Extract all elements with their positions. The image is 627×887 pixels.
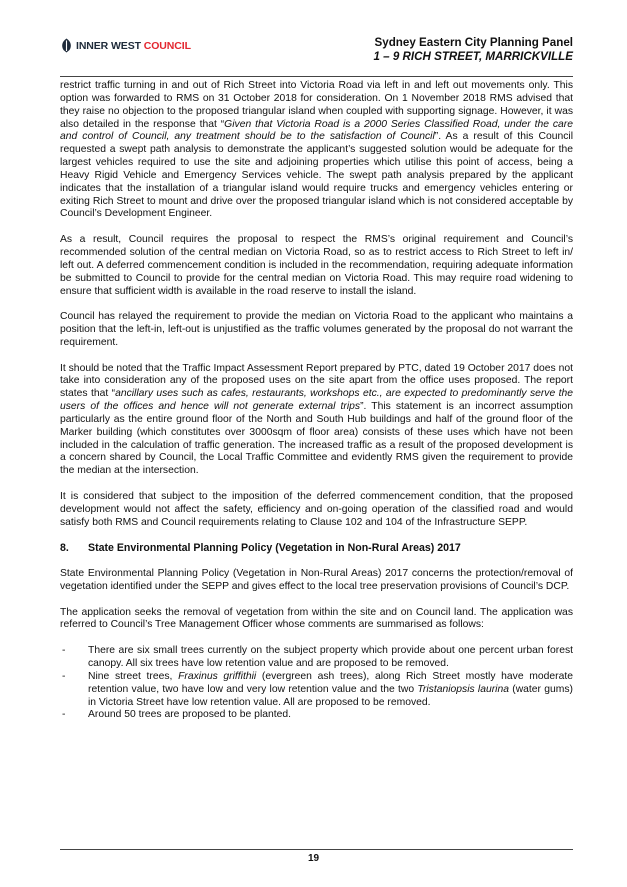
paragraph-tree-referral: The application seeks the removal of vegetation from within the site and on Council land. The application was referred to Council’s Tree Management Officer whose comments are summarised as follows: [60, 606, 573, 631]
bullet-dash: - [62, 709, 66, 721]
site-address: 1 – 9 RICH STREET, MARRICKVILLE [373, 50, 573, 63]
text-run: It should be noted that the Traffic Impact Assessment Report prepared by PTC, dated 19 October 2017 does not take into consideration any of the proposed uses on the site apart from the office uses proposed. The report states that “ [60, 362, 573, 400]
text-run: restrict traffic turning in and out of Rich Street into Victoria Road via left in and left out movements only. This option was forwarded to RMS on 31 October 2018 for consideration. On 1 November 2018 RMS advised that they raise no objection to the proposed triangular island when coupled with supporting signage. However, it was also detailed in the response that “ [60, 80, 573, 130]
page-header [60, 34, 573, 76]
logo-wordmark [76, 40, 191, 52]
panel-title: Sydney Eastern City Planning Panel [374, 36, 573, 49]
paragraph-conclusion: It is considered that subject to the imposition of the deferred commencement condition, that the proposed development would not affect the safety, efficiency and on-going operation of the classified road and would satisfy both RMS and Council requirements relating to Clause 102 and 104 of the Infrastructure SEPP. [60, 491, 573, 528]
footer-rule [60, 849, 573, 850]
logo-accent: COUNCIL [143, 39, 191, 52]
text-run: (water gums) in Victoria Street have low retention value. All are proposed to be removed. [88, 683, 573, 708]
species-name: Tristaniopsis laurina [417, 683, 509, 695]
list-item [60, 671, 573, 710]
rms-quote: Given that Victoria Road is a 2000 Series Classified Road, under the care and control of Council, any treatment should be to the satisfaction of Council [60, 118, 573, 143]
section-title: State Environmental Planning Policy (Vegetation in Non-Rural Areas) 2017 [88, 542, 461, 555]
text-run: Nine street trees, [88, 670, 179, 682]
list-item [60, 709, 573, 722]
report-quote: ancillary uses such as cafes, restaurants, workshops etc., are expected to predominantly serve the users of the offices and hence will not generate external trips [60, 388, 573, 413]
paragraph-sepp-intro: State Environmental Planning Policy (Vegetation in Non-Rural Areas) 2017 concerns the protection/removal of vegetation identified under the SEPP and gives effect to the local tree preservation provisions of Council’s DCP. [60, 568, 573, 592]
council-leaf-icon [60, 38, 73, 53]
logo-prefix: INNER WEST [76, 39, 141, 52]
section-number: 8. [60, 542, 69, 555]
text-run: ”. As a result of this Council requested a swept path analysis to demonstrate the applicant’s suggested solution would be adequate for the largest vehicles required to use the site and adjoining properties which utilise this point of access, being a Heavy Rigid Vehicle and Emergency Services vehicle. The swept path analysis prepared by the applicant indicates that the installation of a triangular island would require trucks and emergency vehicles entering or exiting Rich Street to mount and drive over the proposed triangular island which is not considered acceptable by Council’s Development Engineer. [60, 131, 573, 220]
paragraph-central-median: As a result, Council requires the proposal to respect the RMS’s original requirement and Council’s recommended solution of the central median on Victoria Road, so as to restrict access to Rich Street to left in/ left out. A deferred commencement condition is included in the recommendation, requiring adequate information be submitted to Council to provide for the central median on Victoria Road. This may require road widening to ensure that sufficient width is available in the road reserve to install the island. [60, 234, 573, 297]
species-name: Fraxinus griffithii [178, 670, 257, 682]
text-run: ”. This statement is an incorrect assumption particularly as the entire ground floor of the North and South Hub buildings and half of the ground floor of the Marker building (which constitutes over 3000sqm of floor area) consists of these uses which have not been included in the calculation of traffic generation. The increased traffic as a result of the proposed development is a concern shared by Council, the Local Traffic Committee and evidently RMS given the requirement to provide the median at the intersection. [60, 401, 573, 477]
document-body [60, 80, 573, 722]
list-item-text: Around 50 trees are proposed to be planted. [88, 709, 291, 721]
tree-comments-list [60, 645, 573, 722]
header-rule [60, 76, 573, 77]
text-run: (evergreen ash trees), along Rich Street mostly have moderate retention value, two have low and very low retention value and the two [88, 670, 573, 695]
bullet-dash: - [62, 645, 66, 657]
paragraph-traffic-report [60, 363, 573, 479]
page-number: 19 [307, 853, 320, 864]
bullet-dash: - [62, 670, 66, 682]
paragraph-traffic-island [60, 80, 573, 221]
list-item [60, 645, 573, 671]
list-item-text: There are six small trees currently on the subject property which provide about one percent urban forest canopy. All six trees have low retention value and are proposed to be removed. [88, 645, 573, 669]
council-logo [60, 38, 191, 53]
header-title-block [374, 36, 573, 64]
paragraph-applicant-position: Council has relayed the requirement to provide the median on Victoria Road to the applicant who maintains a position that the left-in, left-out is unjustified as the traffic volumes generated by the proposal do not warrant the requirement. [60, 311, 573, 348]
section-heading [60, 542, 573, 555]
